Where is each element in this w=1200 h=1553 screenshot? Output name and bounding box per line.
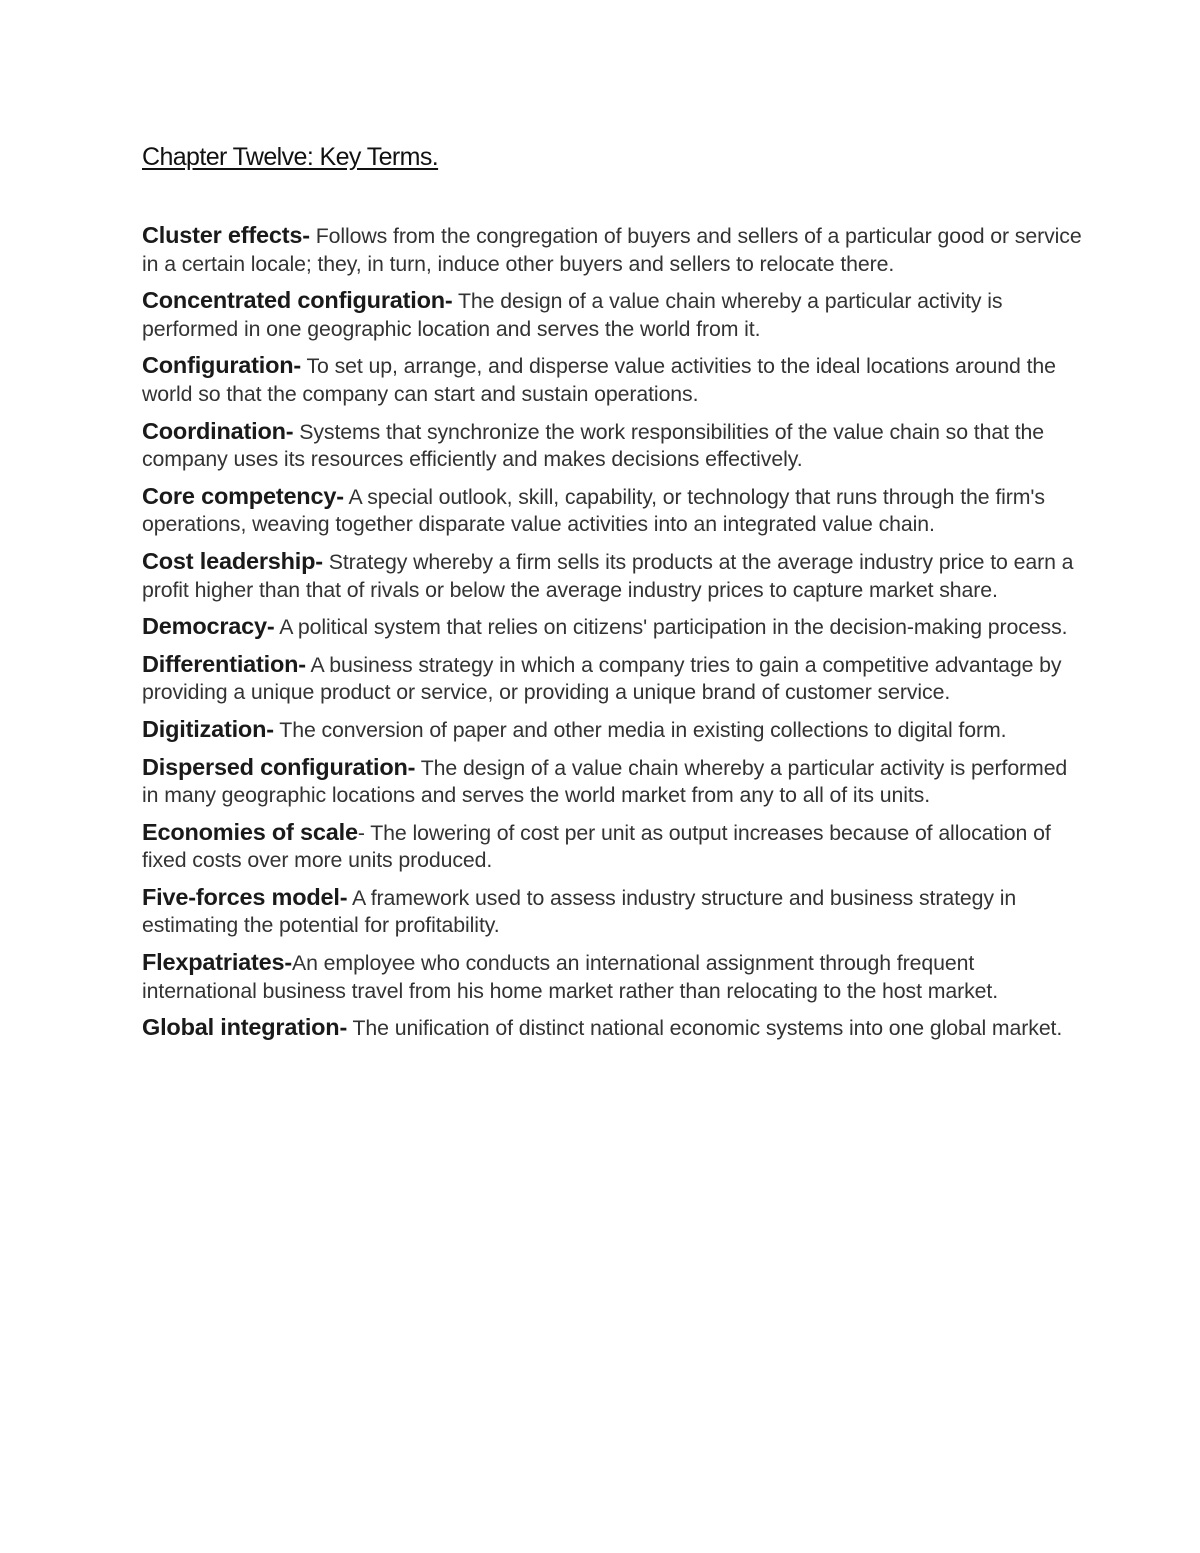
term-entry (142, 949, 1082, 1005)
term-name: Five-forces model- (142, 883, 348, 910)
term-definition: The unification of distinct national economic systems into one global market. (347, 1016, 1063, 1041)
term-name: Coordination- (142, 417, 294, 444)
term-definition: A political system that relies on citizens' participation in the decision-making process. (274, 615, 1068, 640)
term-entry (142, 884, 1082, 940)
term-entry (142, 418, 1082, 474)
term-definition: Systems that synchronize the work responsibilities of the value chain so that the company uses its resources efficiently and makes decisions effectively. (142, 419, 1045, 472)
term-name: Democracy- (142, 613, 275, 640)
term-entry (142, 483, 1082, 539)
term-entry (142, 754, 1082, 810)
term-entry (142, 716, 1082, 745)
term-definition: A special outlook, skill, capability, or technology that runs through the firm's operations, weaving together disparate value activities into an integrated value chain. (142, 484, 1045, 537)
term-definition: To set up, arrange, and disperse value activities to the ideal locations around the world so that the company can start and sustain operations. (142, 354, 1056, 406)
key-terms-list (142, 222, 1082, 1052)
term-name: Core competency- (142, 482, 344, 509)
document-title: Chapter Twelve: Key Terms. (142, 143, 439, 171)
term-definition: The design of a value chain whereby a particular activity is performed in one geographic location and serves the world from it. (142, 289, 1003, 341)
term-name: Differentiation- (142, 650, 306, 677)
term-name: Flexpatriates- (142, 949, 293, 976)
term-entry (142, 352, 1082, 408)
term-name: Configuration- (142, 352, 302, 379)
term-entry (142, 1014, 1082, 1043)
term-entry (142, 819, 1082, 875)
term-entry (142, 287, 1082, 343)
term-name: Digitization- (142, 715, 274, 742)
term-name: Global integration- (142, 1014, 348, 1041)
term-definition: A business strategy in which a company tries to gain a competitive advantage by providing a unique product or service, or providing a unique brand of customer service. (142, 652, 1062, 705)
term-name: Cluster effects- (142, 222, 310, 248)
term-definition: An employee who conducts an international assignment through frequent international business travel from his home market rather than relocating to the host market. (142, 951, 999, 1003)
term-definition: Strategy whereby a firm sells its products at the average industry price to earn a profit higher than that of rivals or below the average industry prices to capture market share. (142, 549, 1074, 602)
term-definition: A framework used to assess industry structure and business strategy in estimating the potential for profitability. (142, 885, 1017, 938)
term-entry (142, 222, 1082, 278)
term-entry (142, 548, 1082, 604)
term-name: Cost leadership- (142, 547, 323, 574)
term-definition: Follows from the congregation of buyers and sellers of a particular good or service in a certain locale; they, in turn, induce other buyers and sellers to relocate there. (142, 224, 1082, 276)
term-name: Concentrated configuration- (142, 287, 453, 314)
term-entry (142, 613, 1082, 642)
term-definition: - The lowering of cost per unit as output increases because of allocation of fixed costs over more units produced. (142, 820, 1051, 873)
term-name: Dispersed configuration- (142, 753, 416, 780)
term-definition: The design of a value chain whereby a particular activity is performed in many geographic locations and serves the world market from any to all of its units. (142, 755, 1068, 808)
term-name: Economies of scale (142, 818, 358, 845)
term-entry (142, 651, 1082, 707)
term-definition: The conversion of paper and other media in existing collections to digital form. (273, 717, 1007, 742)
